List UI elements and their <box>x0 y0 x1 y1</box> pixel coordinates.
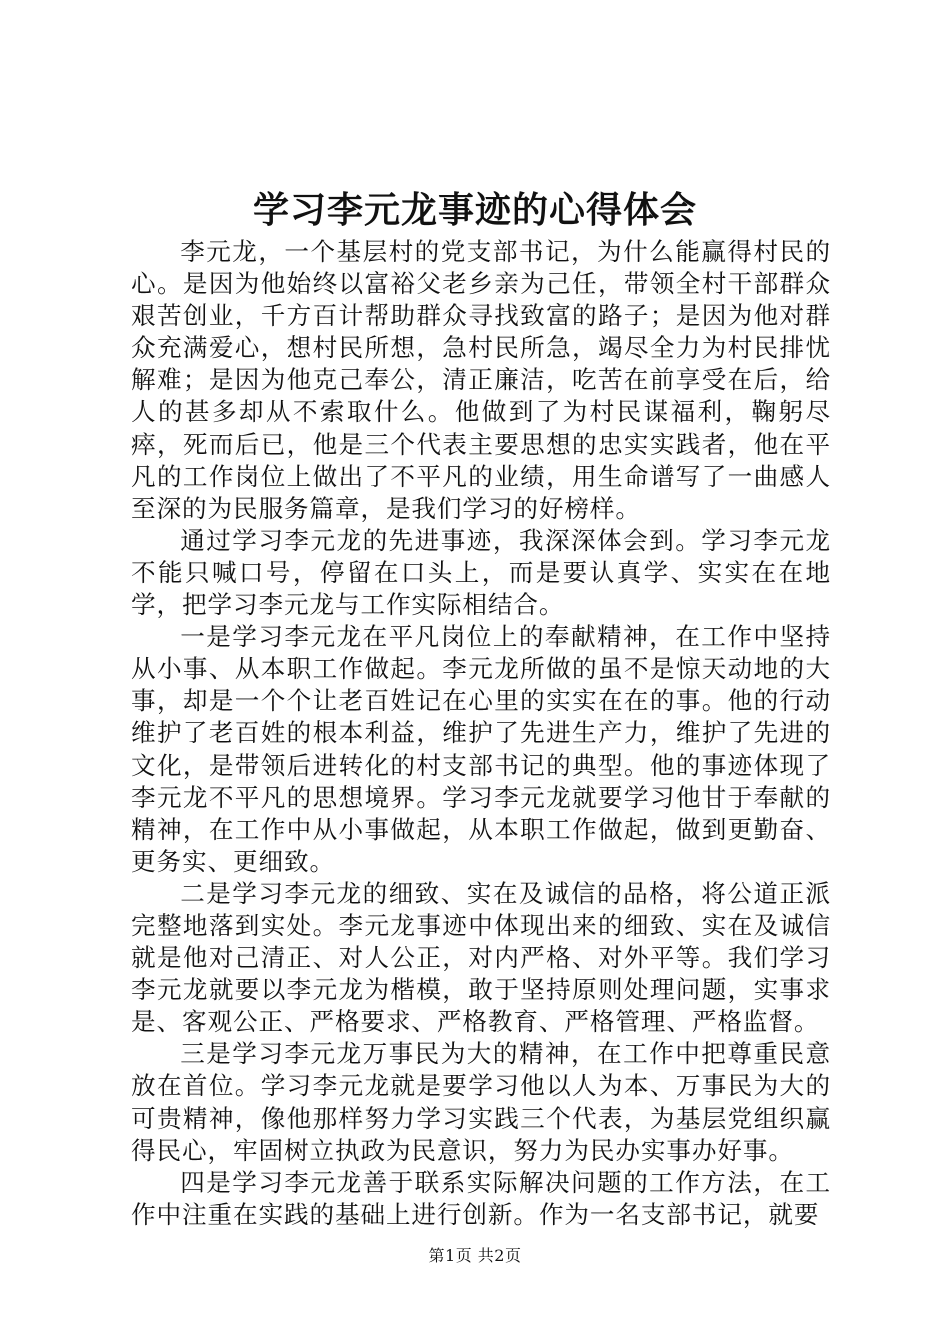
paragraph-2: 通过学习李元龙的先进事迹，我深深体会到。学习李元龙不能只喊口号，停留在口头上，而是要认真学、实实在在地学，把学习李元龙与工作实际相结合。 <box>131 525 831 620</box>
paragraph-3: 一是学习李元龙在平凡岗位上的奉献精神，在工作中坚持从小事、从本职工作做起。李元龙所做的虽不是惊天动地的大事，却是一个个让老百姓记在心里的实实在在的事。他的行动维护了老百姓的根本利益，维护了先进生产力，维护了先进的文化，是带领后进转化的村支部书记的典型。他的事迹体现了李元龙不平凡的思想境界。学习李元龙就要学习他甘于奉献的精神，在工作中从小事做起，从本职工作做起，做到更勤奋、更务实、更细致。 <box>131 622 831 876</box>
paragraph-1: 李元龙，一个基层村的党支部书记，为什么能赢得村民的心。是因为他始终以富裕父老乡亲为己任，带领全村干部群众艰苦创业，千方百计帮助群众寻找致富的路子；是因为他对群众充满爱心，想村民所想，急村民所急，竭尽全力为村民排忧解难；是因为他克己奉公，清正廉洁，吃苦在前享受在后，给人的甚多却从不索取什么。他做到了为村民谋福利，鞠躬尽瘁，死而后已，他是三个代表主要思想的忠实实践者，他在平凡的工作岗位上做出了不平凡的业绩，用生命谱写了一曲感人至深的为民服务篇章，是我们学习的好榜样。 <box>131 237 831 523</box>
page-number-footer: 第1页 共2页 <box>428 1246 522 1265</box>
paragraph-4: 二是学习李元龙的细致、实在及诚信的品格，将公道正派完整地落到实处。李元龙事迹中体现出来的细致、实在及诚信就是他对己清正、对人公正，对内严格、对外平等。我们学习李元龙就要以李元龙为楷模，敢于坚持原则处理问题，实事求是、客观公正、严格要求、严格教育、严格管理、严格监督。 <box>131 878 831 1037</box>
document-title: 学习李元龙事迹的心得体会 <box>252 189 697 231</box>
paragraph-6: 四是学习李元龙善于联系实际解决问题的工作方法，在工作中注重在实践的基础上进行创新。作为一名支部书记，就要 <box>131 1167 831 1229</box>
document-body <box>131 236 831 1231</box>
paragraph-5: 三是学习李元龙万事民为大的精神，在工作中把尊重民意放在首位。学习李元龙就是要学习他以人为本、万事民为大的可贵精神，像他那样努力学习实践三个代表，为基层党组织赢得民心，牢固树立执政为民意识，努力为民办实事办好事。 <box>131 1039 831 1165</box>
